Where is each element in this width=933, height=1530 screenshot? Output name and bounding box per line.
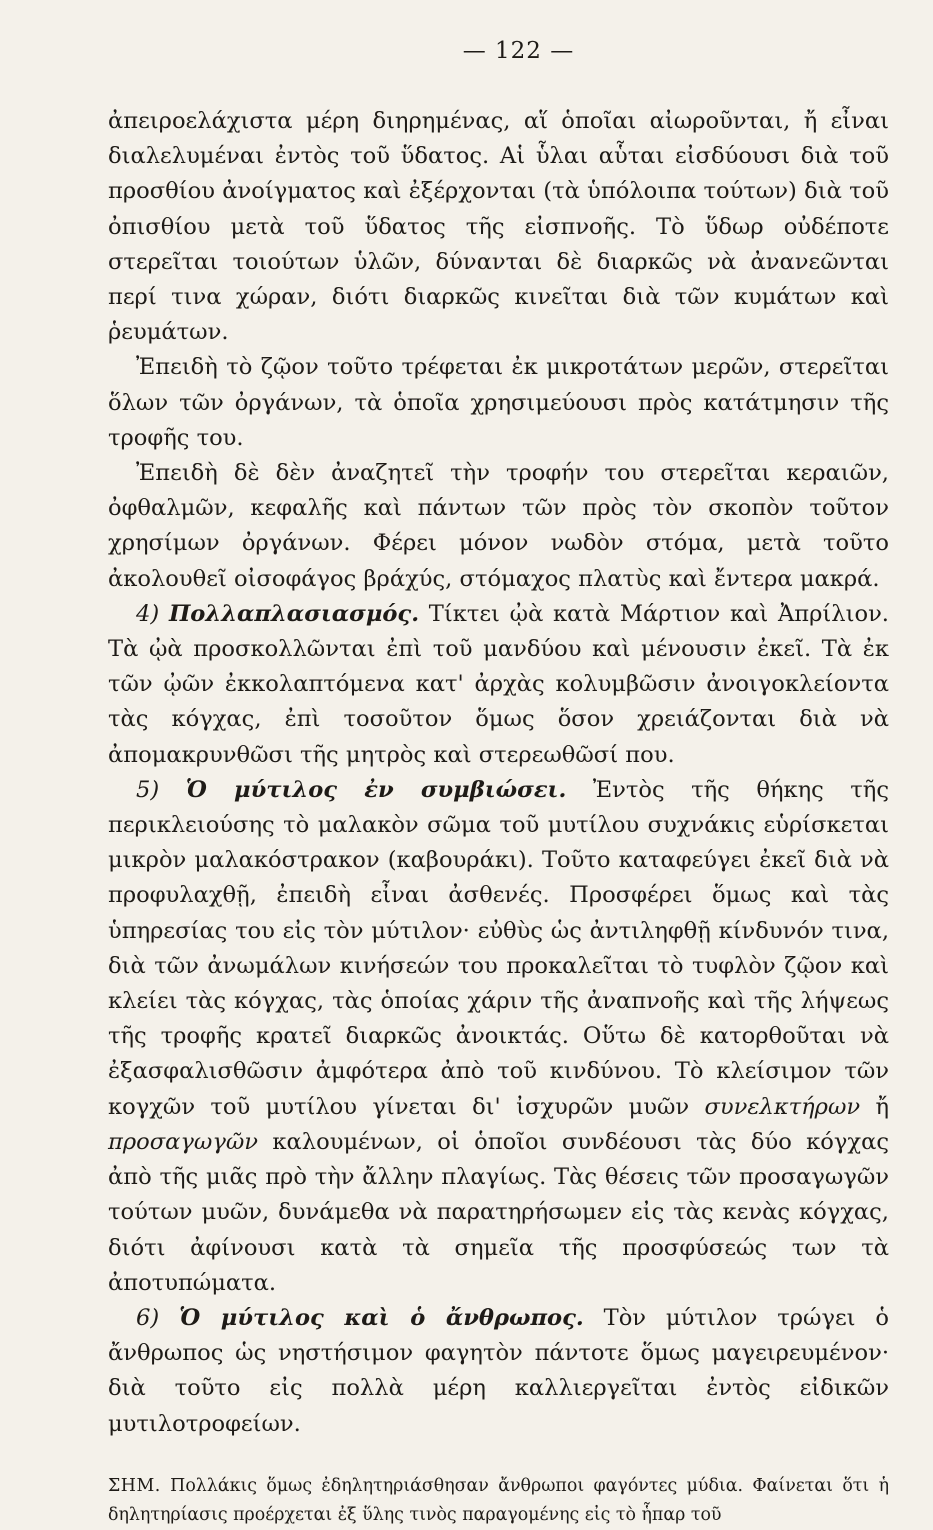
section-text: Ἐντὸς τῆς θήκης τῆς περικλειούσης τὸ μαλακὸν σῶμα τοῦ μυτίλου συχνάκις εὑρίσκεται μικρὸν μαλακόστρακον (καβουράκι). Τοῦτο καταφεύγει ἐκεῖ διὰ νὰ προφυλαχθῇ, ἐπειδὴ εἶναι ἀσθενές. Προσφέρει ὅμως καὶ τὰς ὑπηρεσίας του εἰς τὸν μύτιλον· εὐθὺς ὡς ἀντιληφθῇ κίνδυνόν τινα, διὰ τῶν ἀνωμάλων κινήσεών του προκαλεῖται τὸ τυφλὸν ζῷον καὶ κλείει τὰς κόγχας, τὰς ὁποίας χάριν τῆς ἀναπνοῆς καὶ τῆς λήψεως τῆς τροφῆς κρατεῖ διαρκῶς ἀνοικτάς. Οὕτω δὲ κατορθοῦται νὰ ἐξασφαλισθῶσιν ἀμφότερα ἀπὸ τοῦ κινδύνου. Τὸ κλείσιμον τῶν κογχῶν τοῦ μυτίλου γίνεται δι' ἰσχυρῶν μυῶν [108, 776, 889, 1120]
term-italic: συνελκτήρων [704, 1093, 861, 1120]
footnote [108, 1472, 889, 1530]
paragraph-feeding: Ἐπειδὴ τὸ ζῷον τοῦτο τρέφεται ἐκ μικροτάτων μερῶν, στερεῖται ὅλων τῶν ὀργάνων, τὰ ὁποῖα χρησιμεύουσι πρὸς κατάτμησιν τῆς τροφῆς του. [108, 354, 889, 451]
section-number: 6) [136, 1304, 160, 1331]
page-number: — 122 — [462, 38, 575, 64]
body-text [108, 104, 889, 1442]
paragraph-respiration: ἀπειροελάχιστα μέρη διηρημένας, αἵ ὁποῖαι αἰωροῦνται, ἤ εἶναι διαλελυμέναι ἐντὸς τοῦ ὕδατος. Αἱ ὗλαι αὗται εἰσδύουσι διὰ τοῦ προσθίου ἀνοίγματος καὶ ἐξέρχονται (τὰ ὑπόλοιπα τούτων) διὰ τοῦ ὀπισθίου μετὰ τοῦ ὕδατος τῆς εἰσπνοῆς. Τὸ ὕδωρ οὐδέποτε στερεῖται τοιούτων ὑλῶν, δύνανται δὲ διαρκῶς νὰ ἀνανεῶνται περί τινα χώραν, διότι διαρκῶς κινεῖται διὰ τῶν κυμάτων καὶ ῥευμάτων. [108, 108, 889, 346]
section-reproduction [108, 597, 889, 773]
section-heading: Ὁ μύτιλος ἐν συμβιώσει. [185, 776, 567, 803]
section-text: Τίκτει ᾠὰ κατὰ Μάρτιον καὶ Ἀπρίλιον. Τὰ ᾠὰ προσκολλῶνται ἐπὶ τοῦ μανδύου καὶ μένουσιν ἐκεῖ. Τὰ ἐκ τῶν ᾠῶν ἐκκολαπτόμενα κατ' ἀρχὰς κολυμβῶσιν ἀνοιγοκλείοντα τὰς κόγχας, ἐπὶ τοσοῦτον ὅμως ὅσον χρειάζονται διὰ νὰ ἀπομακρυνθῶσι τῆς μητρὸς καὶ στερεωθῶσί που. [108, 600, 889, 768]
section-symbiosis [108, 773, 889, 1301]
section-text: Τὸν μύτιλον τρώγει ὁ ἄνθρωπος ὡς νηστήσιμον φαγητὸν πάντοτε ὅμως μαγειρευμένον· διὰ τοῦτο εἰς πολλὰ μέρη καλλιεργεῖται ἐντὸς εἰδικῶν μυτιλοτροφείων. [108, 1304, 889, 1437]
section-number: 4) [136, 600, 160, 627]
section-number: 5) [136, 776, 160, 803]
section-heading: Πολλαπλασιασμός. [168, 600, 420, 627]
footnote-text: Πολλάκις ὅμως ἐδηλητηριάσθησαν ἄνθρωποι φαγόντες μύδια. Φαίνεται ὅτι ἡ δηλητηρίασις προέρχεται ἐξ ὕλης τινὸς παραγομένης εἰς τὸ ἧπαρ τοῦ [108, 1475, 890, 1525]
section-heading: Ὁ μύτιλος καὶ ὁ ἄνθρωπος. [179, 1304, 584, 1331]
paragraph-organs: Ἐπειδὴ δὲ δὲν ἀναζητεῖ τὴν τροφήν του στερεῖται κεραιῶν, ὀφθαλμῶν, κεφαλῆς καὶ πάντων τῶν πρὸς τὸν σκοπὸν τοῦτον χρησίμων ὀργάνων. Φέρει μόνον νωδὸν στόμα, μετὰ τοῦτο ἀκολουθεῖ οἰσοφάγος βράχύς, στόμαχος πλατὺς καὶ ἔντερα μακρά. [108, 460, 889, 592]
section-text: ἤ [875, 1093, 890, 1120]
section-mussel-and-man [108, 1301, 889, 1442]
section-text: καλουμένων, οἱ ὁποῖοι συνδέουσι τὰς δύο κόγχας ἀπὸ τῆς μιᾶς πρὸ τὴν ἄλλην πλαγίως. Τὰς θέσεις τῶν προσαγωγῶν τούτων μυῶν, δυνάμεθα νὰ παρατηρήσωμεν εἰς τὰς κενὰς κόγχας, διότι ἀφίνουσι κατὰ τὰ σημεῖα τῆς προσφύσεώς των τὰ ἀποτυπώματα. [108, 1128, 889, 1296]
footnote-label: ΣΗΜ. [108, 1475, 161, 1496]
term-italic: προσαγωγῶν [108, 1128, 259, 1155]
